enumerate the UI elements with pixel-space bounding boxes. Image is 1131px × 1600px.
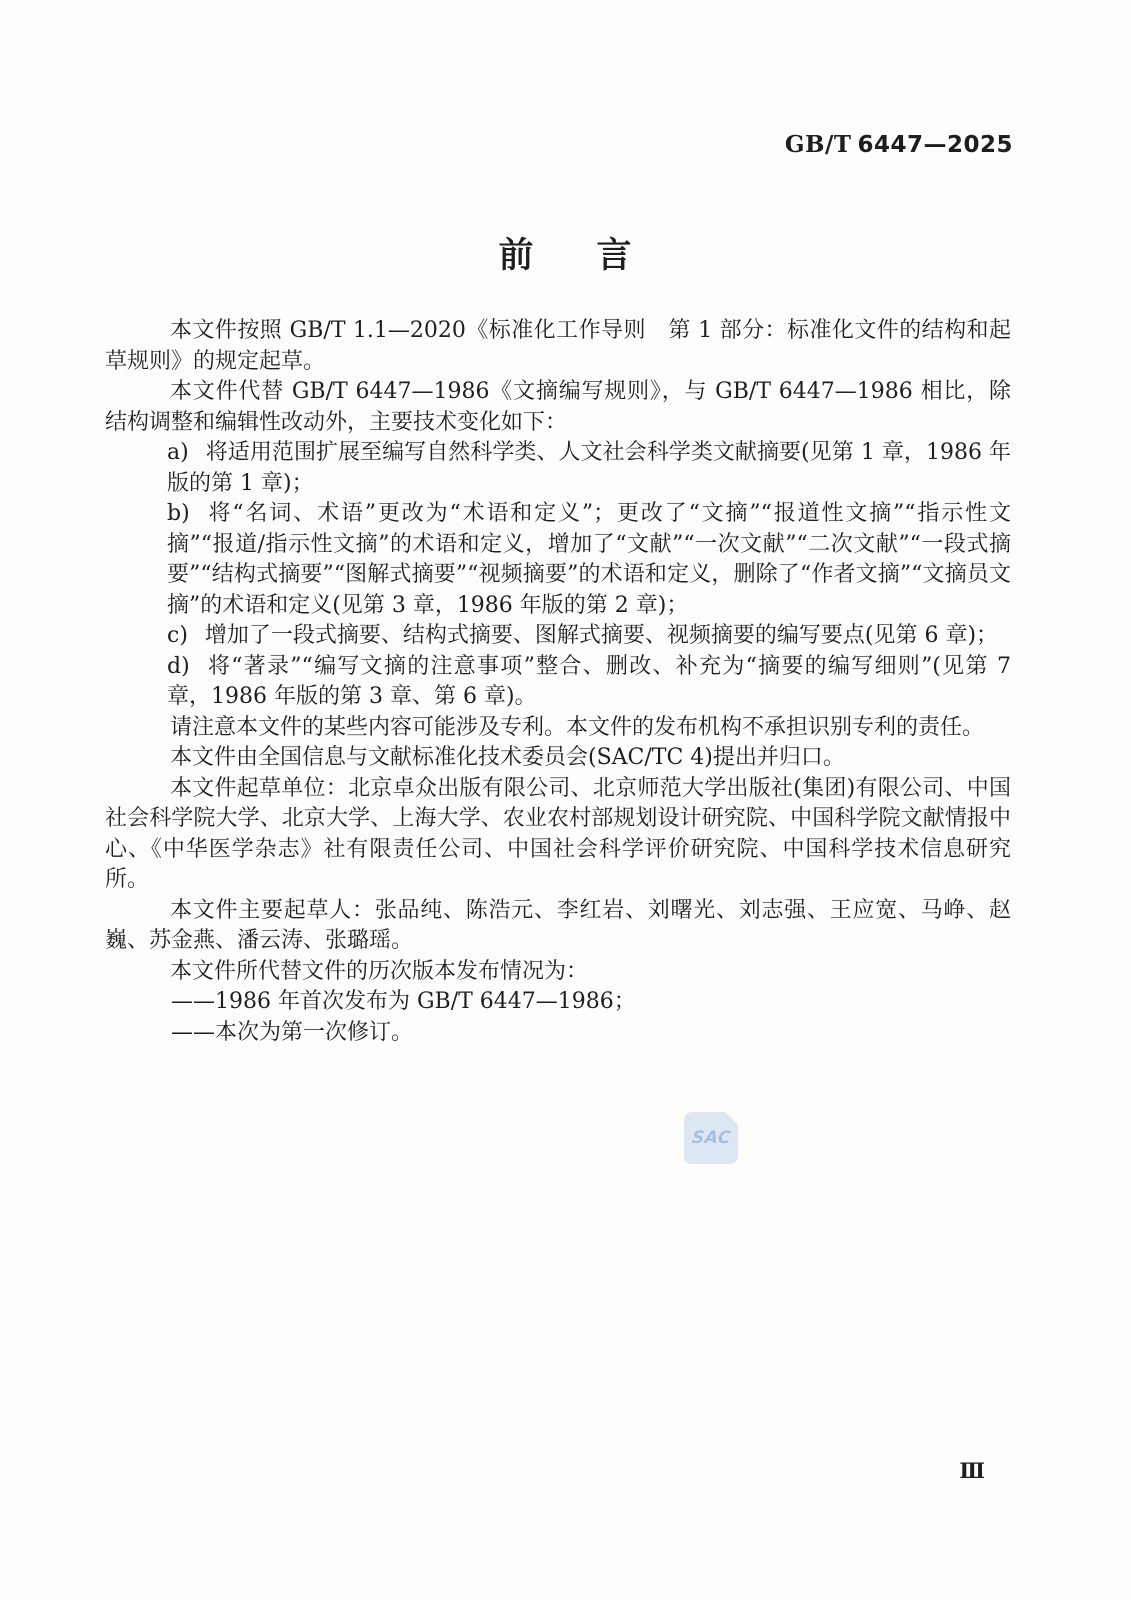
doc-number-value: 6447—2025 (857, 132, 1013, 158)
paragraph-basis: 本文件按照 GB/T 1.1—2020《标准化工作导则 第 1 部分：标准化文件的结构和起草规则》的规定起草。 (105, 318, 1011, 374)
list-item-b (105, 499, 1011, 621)
sac-watermark-text: SAC (690, 1128, 732, 1148)
paragraph-patent-notice: 请注意本文件的某些内容可能涉及专利。本文件的发布机构不承担识别专利的责任。 (170, 714, 985, 740)
paragraph-committee: 本文件由全国信息与文献标准化技术委员会(SAC/TC 4)提出并归口。 (170, 745, 845, 770)
doc-number-header (105, 131, 1013, 158)
paragraph-drafters: 本文件主要起草人：张品纯、陈浩元、李红岩、刘曙光、刘志强、王应宽、马峥、赵巍、苏金燕、潘云涛、张璐瑶。 (105, 897, 1011, 953)
page-title-char1: 前 (498, 235, 535, 276)
sac-watermark-badge (684, 1112, 738, 1164)
list-item-c-text: 增加了一段式摘要、结构式摘要、图解式摘要、视频摘要的编写要点(见第 6 章)； (204, 623, 999, 648)
list-item-a-text: 将适用范围扩展至编写自然科学类、人文社会科学类文献摘要(见第 1 章，1986 年版的第 1 章)； (167, 440, 1011, 496)
doc-number-prefix: GB/T (784, 131, 852, 158)
page-title (0, 228, 1131, 278)
list-item-d-text: 将“著录”“编写文摘的注意事项”整合、删改、补充为“摘要的编写细则”(见第 7 章，1986 年版的第 3 章、第 6 章)。 (167, 653, 1011, 709)
history-item-current: ——本次为第一次修订。 (171, 1019, 414, 1045)
paragraph-drafting-organizations: 本文件起草单位：北京卓众出版有限公司、北京师范大学出版社(集团)有限公司、中国社会科学院大学、北京大学、上海大学、农业农村部规划设计研究院、中国科学院文献情报中心、《中华医学杂志》社有限责任公司、中国社会科学评价研究院、中国科学技术信息研究所。 (105, 775, 1011, 892)
list-item-b-label: b) (167, 501, 190, 526)
list-item-d-label: d) (167, 653, 190, 679)
list-item-a-label: a) (167, 440, 189, 465)
list-item-d (105, 652, 1011, 713)
paragraph-replaces: 本文件代替 GB/T 6447—1986《文摘编写规则》，与 GB/T 6447—1986 相比，除结构调整和编辑性改动外，主要技术变化如下： (105, 379, 1011, 435)
list-item-b-text: 将“名词、术语”更改为“术语和定义”；更改了“文摘”“报道性文摘”“指示性文摘”“报道/指示性文摘”的术语和定义，增加了“文献”“一次文献”“二次文献”“一段式摘要”“结构式摘要”“图解式摘要”“视频摘要”的术语和定义，删除了“作者文摘”“文摘员文摘”的术语和定义(见第 3 章，1986 年版的第 2 章)； (167, 501, 1011, 618)
history-item-1986: ——1986 年首次发布为 GB/T 6447—1986； (171, 989, 636, 1014)
paragraph-history-intro: 本文件所代替文件的历次版本发布情况为： (170, 958, 589, 984)
list-item-c (105, 621, 1011, 652)
foreword-body (105, 316, 1011, 1048)
page-title-char2: 言 (596, 235, 633, 276)
page-number: Ⅲ (959, 1458, 985, 1483)
list-item-c-label: c) (167, 623, 188, 648)
list-item-a (105, 438, 1011, 499)
